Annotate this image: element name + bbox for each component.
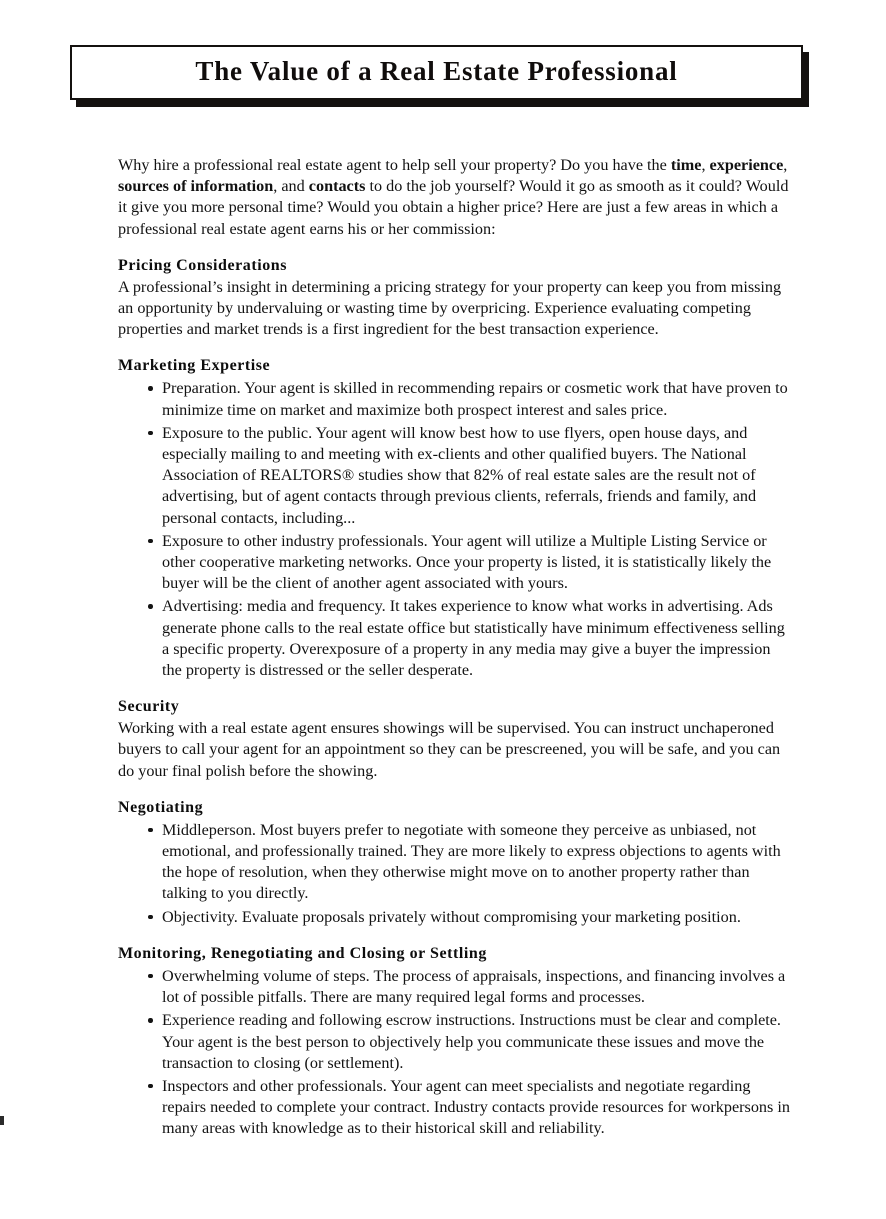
list-item <box>118 531 790 595</box>
list-item-text: Exposure to other industry professionals. Your agent will utilize a Multiple Listing Service or other cooperative marketing networks. Once your property is listed, it is statistically likely the buyer will be the client of another agent associated with yours. <box>162 531 772 593</box>
list-item <box>118 423 790 529</box>
document-section <box>118 944 790 1140</box>
page-title: The Value of a Real Estate Professional <box>195 56 678 86</box>
list-item <box>118 378 790 420</box>
section-heading: Security <box>118 698 180 716</box>
list-item-text: Overwhelming volume of steps. The process of appraisals, inspections, and financing involves a lot of possible pitfalls. There are many required legal forms and processes. <box>162 966 786 1007</box>
list-item-text: Preparation. Your agent is skilled in recommending repairs or cosmetic work that have proven to minimize time on market and maximize both prospect interest and sales price. <box>162 379 788 419</box>
intro-text-run: , <box>701 156 710 174</box>
section-bullet-list <box>118 378 790 681</box>
section-heading: Negotiating <box>118 798 204 816</box>
list-item <box>118 820 790 905</box>
intro-paragraph <box>118 155 790 240</box>
bullet-dot-icon <box>148 431 153 436</box>
list-item-text: Objectivity. Evaluate proposals privately without compromising your marketing position. <box>162 907 741 926</box>
list-item-text: Exposure to the public. Your agent will know best how to use flyers, open house days, and especially mailing to and meeting with ex-clients and other qualified buyers. The National Association of REALTORS® studies show that 82% of real estate sales are the result not of advertising, but of agent contacts through previous clients, referrals, friends and family, and personal contacts, including... <box>162 423 757 527</box>
bullet-dot-icon <box>148 1018 153 1023</box>
section-paragraph: Working with a real estate agent ensures showings will be supervised. You can instruct unchaperoned buyers to call your agent for an appointment so they can be prescreened, you will be safe, and you can do your final polish before the showing. <box>118 719 781 780</box>
intro-emphasis-run: sources of information <box>118 177 274 196</box>
section-bullet-list <box>118 820 790 928</box>
bullet-dot-icon <box>148 604 153 609</box>
intro-emphasis-run: experience <box>709 156 784 174</box>
intro-text-run: , and <box>273 177 309 196</box>
section-heading: Pricing Considerations <box>118 256 287 274</box>
section-paragraph: A professional’s insight in determining a pricing strategy for your property can keep you from missing an opportunity by undervaluing or wasting time by overpricing. Experience evaluating competing properties and market trends is a first ingredient for the best transaction experience. <box>118 277 782 339</box>
bullet-dot-icon <box>148 386 153 391</box>
intro-text-run: to do the job yourself? Would it go as smooth as it could? Would it give you more personal time? Would you obtain a higher price? Here are just a few areas in which a professional real estate agent earns his or her commission: <box>118 177 789 238</box>
list-item-text: Advertising: media and frequency. It takes experience to know what works in advertising. Ads generate phone calls to the real estate office but statistically have minimum effectiveness selling a specific property. Overexposure of a property in any media may give a buyer the impression the property is distressed or the seller desperate. <box>162 597 785 680</box>
section-bullet-list <box>118 966 790 1140</box>
document-section <box>118 697 790 782</box>
list-item <box>118 966 790 1008</box>
list-item <box>118 1010 790 1074</box>
bullet-dot-icon <box>148 915 153 920</box>
list-item-text: Middleperson. Most buyers prefer to negotiate with someone they perceive as unbiased, not emotional, and professionally trained. They are more likely to express objections to agents with the hope of resolution, when they otherwise might move on to another property rather than talking to you directly. <box>162 820 781 903</box>
scan-artifact-speck <box>0 1116 4 1125</box>
intro-emphasis-run: time <box>670 156 702 174</box>
intro-emphasis-run: contacts <box>308 177 366 196</box>
list-item-text: Inspectors and other professionals. Your agent can meet specialists and negotiate regarding repairs needed to complete your contract. Industry contacts provide resources for workpersons in many areas with knowledge as to their historical skill and reliability. <box>162 1076 790 1138</box>
bullet-dot-icon <box>148 828 153 833</box>
bullet-dot-icon <box>148 974 153 979</box>
document-body <box>118 155 790 1140</box>
list-item <box>118 596 790 681</box>
intro-text-run: Why hire a professional real estate agent to help sell your property? Do you have the <box>118 156 671 174</box>
list-item <box>118 1076 790 1140</box>
document-sections <box>118 256 790 1140</box>
document-section <box>118 356 790 681</box>
section-heading: Monitoring, Renegotiating and Closing or Settling <box>118 944 487 962</box>
document-section <box>118 798 790 928</box>
intro-text-run: , <box>783 156 788 174</box>
document-title-banner <box>70 45 803 100</box>
document-section <box>118 256 790 341</box>
section-heading: Marketing Expertise <box>118 357 271 375</box>
list-item <box>118 907 790 928</box>
bullet-dot-icon <box>148 539 153 544</box>
title-banner-box <box>70 45 803 100</box>
bullet-dot-icon <box>148 1084 153 1089</box>
list-item-text: Experience reading and following escrow instructions. Instructions must be clear and complete. Your agent is the best person to objectively help you communicate these issues and move the transaction to closing (or settlement). <box>162 1011 781 1072</box>
